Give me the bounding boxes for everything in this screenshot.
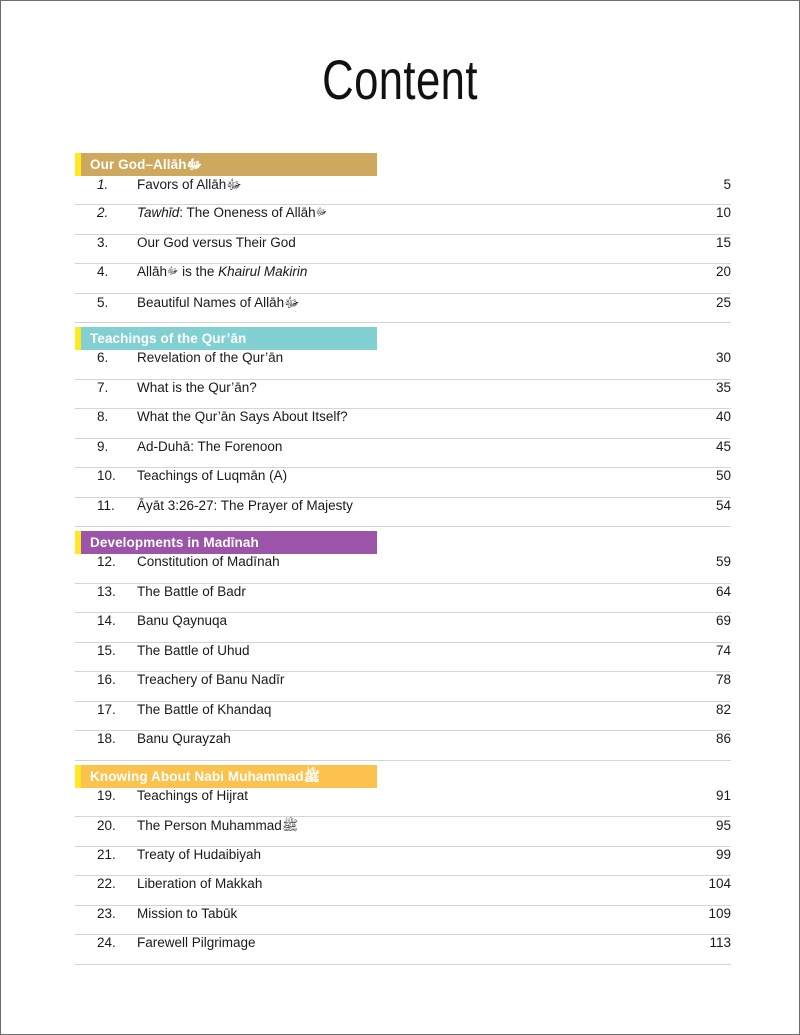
section-teachings-quran <box>75 327 731 527</box>
entry-page-number: 78 <box>715 672 731 688</box>
entry-number: 9. <box>97 438 109 454</box>
entry-number: 18. <box>97 731 116 747</box>
toc-entry[interactable] <box>75 876 731 906</box>
section-header <box>75 327 377 350</box>
toc-entry[interactable] <box>75 847 731 877</box>
entry-number: 23. <box>97 905 116 921</box>
toc-entry[interactable] <box>75 176 731 206</box>
toc-entry[interactable] <box>75 264 731 294</box>
entry-number: 3. <box>97 234 109 250</box>
entry-page-number: 15 <box>715 234 731 250</box>
entry-number: 2. <box>97 205 109 221</box>
entry-number: 6. <box>97 350 109 366</box>
toc-entry[interactable] <box>75 935 731 965</box>
entry-title: Our God versus Their God <box>137 234 296 250</box>
entry-page-number: 30 <box>715 350 731 366</box>
entry-number: 14. <box>97 613 116 629</box>
entry-title: Āyāt 3:26-27: The Prayer of Majesty <box>137 497 353 513</box>
toc-entry[interactable] <box>75 498 731 528</box>
section-knowing-nabi-muhammad <box>75 765 731 965</box>
entry-number: 16. <box>97 672 116 688</box>
entry-page-number: 69 <box>715 613 731 629</box>
entry-page-number: 99 <box>715 846 731 862</box>
entry-page-number: 45 <box>715 438 731 454</box>
entry-number: 5. <box>97 294 109 310</box>
entry-number: 7. <box>97 379 109 395</box>
entry-title: Treachery of Banu Nadīr <box>137 672 285 688</box>
section-entries <box>75 788 731 965</box>
entry-title: The Battle of Badr <box>137 583 246 599</box>
toc-entry[interactable] <box>75 409 731 439</box>
entry-title: Teachings of Luqmān (A) <box>137 468 288 484</box>
entry-number: 11. <box>97 497 115 513</box>
toc-entry[interactable] <box>75 554 731 584</box>
table-of-contents <box>1 153 799 965</box>
entry-number: 8. <box>97 409 109 425</box>
toc-entry[interactable] <box>75 380 731 410</box>
entry-title: Liberation of Makkah <box>137 876 263 892</box>
section-title: Knowing About Nabi Muhammadﷺ <box>90 768 320 784</box>
entry-title: Mission to Tabūk <box>137 905 238 921</box>
entry-title-italic: Tawhīd <box>137 205 180 221</box>
entry-title: Farewell Pilgrimage <box>137 935 256 951</box>
entry-page-number: 35 <box>715 379 731 395</box>
entry-number: 17. <box>97 701 116 717</box>
entry-title: Ad-Duhā: The Forenoon <box>137 438 283 454</box>
entry-page-number: 59 <box>715 554 731 570</box>
entry-number: 13. <box>97 583 116 599</box>
entry-page-number: 40 <box>715 409 731 425</box>
entry-page-number: 113 <box>709 935 731 951</box>
entry-title: Banu Qaynuqa <box>137 613 228 629</box>
entry-title-pre: Allāh <box>137 264 168 280</box>
toc-entry[interactable] <box>75 788 731 818</box>
entry-page-number: 104 <box>708 876 731 892</box>
entry-number: 24. <box>97 935 116 951</box>
toc-entry[interactable] <box>75 817 731 847</box>
entry-page-number: 10 <box>715 205 731 221</box>
toc-entry[interactable] <box>75 906 731 936</box>
entry-page-number: 91 <box>715 787 731 803</box>
section-entries <box>75 350 731 527</box>
section-header <box>75 531 377 554</box>
section-our-god-allah <box>75 153 731 324</box>
section-header-background <box>81 531 377 554</box>
section-header <box>75 153 377 176</box>
entry-page-number: 25 <box>715 294 731 310</box>
toc-entry[interactable] <box>75 643 731 673</box>
section-header-background <box>81 153 377 176</box>
toc-entry[interactable] <box>75 672 731 702</box>
entry-page-number: 5 <box>723 176 731 192</box>
entry-title: Revelation of the Qur’ān <box>137 350 284 366</box>
toc-entry[interactable] <box>75 439 731 469</box>
section-header-background <box>81 765 377 788</box>
entry-title: Teachings of Hijrat <box>137 787 249 803</box>
section-entries <box>75 176 731 324</box>
toc-entry[interactable] <box>75 584 731 614</box>
entry-title: The Person Muhammadﷺ <box>137 818 299 834</box>
entry-title: What the Qur’ān Says About Itself? <box>137 409 348 425</box>
entry-page-number: 64 <box>715 583 731 599</box>
entry-page-number: 95 <box>715 818 731 834</box>
entry-page-number: 109 <box>708 905 731 921</box>
page-title: Content <box>322 48 478 111</box>
entry-title: Banu Qurayzah <box>137 731 231 747</box>
entry-number: 22. <box>97 876 116 892</box>
entry-title: Constitution of Madīnah <box>137 554 280 570</box>
toc-entry[interactable] <box>75 613 731 643</box>
toc-entry[interactable] <box>75 235 731 265</box>
toc-entry[interactable] <box>75 205 731 235</box>
section-entries <box>75 554 731 761</box>
entry-title: Treaty of Hudaibiyah <box>137 846 262 862</box>
entry-page-number: 20 <box>715 264 731 280</box>
toc-entry[interactable] <box>75 294 731 324</box>
section-developments-madinah <box>75 531 731 761</box>
toc-entry[interactable] <box>75 468 731 498</box>
honorific-allah-icon: ﷻ <box>167 266 179 278</box>
entry-page-number: 82 <box>715 701 731 717</box>
entry-title <box>137 264 687 279</box>
entry-title-mid: is the <box>178 264 219 280</box>
entry-number: 20. <box>97 818 116 834</box>
toc-entry[interactable] <box>75 350 731 380</box>
entry-title: Favors of Allāhﷻ <box>137 176 242 192</box>
entry-title-italic: Khairul Makirin <box>218 264 308 280</box>
section-title: Our God–Allāhﷻ <box>90 156 202 172</box>
section-header <box>75 765 377 788</box>
entry-number: 19. <box>97 787 116 803</box>
entry-title <box>137 205 687 220</box>
entry-page-number: 54 <box>715 497 731 513</box>
toc-entry[interactable] <box>75 731 731 761</box>
entry-number: 10. <box>97 468 116 484</box>
honorific-allah-icon: ﷻ <box>315 207 327 219</box>
entry-title: What is the Qur’ān? <box>137 379 257 395</box>
entry-title: The Battle of Khandaq <box>137 701 272 717</box>
entry-number: 21. <box>97 846 116 862</box>
toc-entry[interactable] <box>75 702 731 732</box>
entry-number: 15. <box>97 642 116 658</box>
entry-number: 4. <box>97 264 109 280</box>
entry-page-number: 74 <box>715 642 731 658</box>
section-title: Teachings of the Qur’ān <box>90 331 247 347</box>
entry-number: 12. <box>97 554 116 570</box>
entry-title-rest: : The Oneness of Allāh <box>179 205 316 221</box>
entry-number: 1. <box>97 176 109 192</box>
entry-page-number: 86 <box>715 731 731 747</box>
entry-title: Beautiful Names of Allāhﷻ <box>137 294 300 310</box>
section-header-background <box>81 327 377 350</box>
entry-page-number: 50 <box>715 468 731 484</box>
entry-title: The Battle of Uhud <box>137 642 250 658</box>
section-title: Developments in Madīnah <box>90 535 259 551</box>
